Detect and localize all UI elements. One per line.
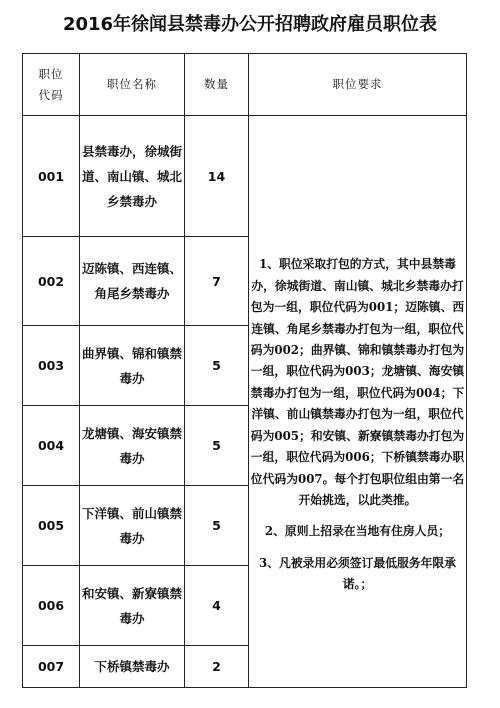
header-count: 数量: [185, 54, 249, 116]
row-count: 5: [185, 406, 249, 486]
row-name: 迈陈镇、西连镇、角尾乡禁毒办: [80, 237, 185, 326]
row-count: 14: [185, 116, 249, 237]
header-requirements: 职位要求: [249, 54, 467, 116]
table-row: [23, 116, 467, 237]
table-header-row: [23, 54, 467, 116]
row-count: 5: [185, 326, 249, 406]
header-code: 职位代码: [23, 54, 80, 116]
requirement-item: 2、原则上招录在当地有住房人员；: [264, 524, 451, 539]
requirements-cell: [249, 116, 467, 688]
row-name: 曲界镇、锦和镇禁毒办: [80, 326, 185, 406]
row-count: 4: [185, 566, 249, 646]
row-code: 006: [23, 566, 80, 646]
page-title: 2016年徐闻县禁毒办公开招聘政府雇员职位表: [62, 14, 438, 35]
row-code: 007: [23, 646, 80, 688]
header-name: 职位名称: [80, 54, 185, 116]
row-name: 县禁毒办，徐城街道、南山镇、城北乡禁毒办: [80, 116, 185, 237]
positions-table: [22, 53, 467, 688]
row-code: 005: [23, 486, 80, 566]
row-count: 2: [185, 646, 249, 688]
row-name: 和安镇、新寮镇禁毒办: [80, 566, 185, 646]
row-code: 001: [23, 116, 80, 237]
row-code: 004: [23, 406, 80, 486]
row-code: 002: [23, 237, 80, 326]
row-code: 003: [23, 326, 80, 406]
requirement-item: 3、凡被录用必须签订最低服务年限承诺。；: [259, 555, 456, 592]
row-name: 下桥镇禁毒办: [80, 646, 185, 688]
row-count: 5: [185, 486, 249, 566]
row-name: 下洋镇、前山镇禁毒办: [80, 486, 185, 566]
row-count: 7: [185, 237, 249, 326]
row-name: 龙塘镇、海安镇禁毒办: [80, 406, 185, 486]
requirement-item: 1、职位采取打包的方式，其中县禁毒办，徐城街道、南山镇、城北乡禁毒办打包为一组，职位代码为001；迈陈镇、西连镇、角尾乡禁毒办打包为一组，职位代码为002；曲界镇、锦和镇禁毒办打包为一组，职位代码为003；龙塘镇、海安镇禁毒办打包为一组，职位代码为004；下洋镇、前山镇禁毒办打包为一组，职位代码为005；和安镇、新寮镇禁毒办打包为一组，职位代码为006；下桥镇禁毒办职位代码为007。每个打包职位组由第一名开始挑选，以此类推。: [250, 257, 465, 507]
